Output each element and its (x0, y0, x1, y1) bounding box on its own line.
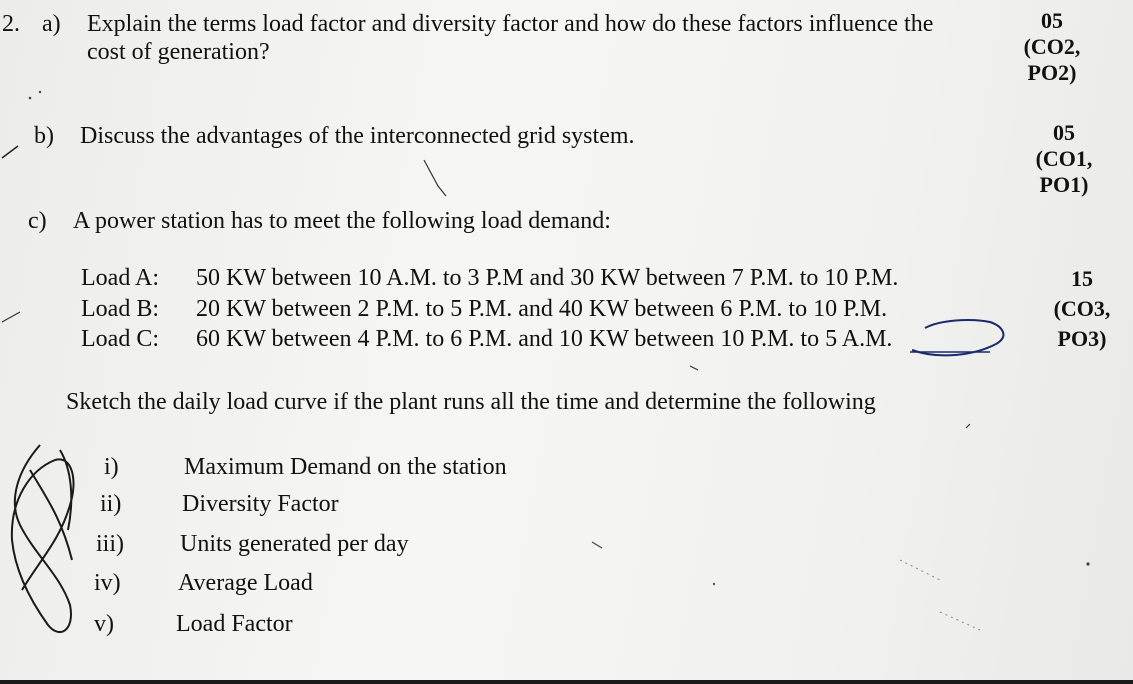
part-c-marks (1038, 264, 1126, 354)
part-c-marks-value: 15 (1071, 266, 1093, 291)
part-b-label: b) (34, 123, 54, 149)
item-3-number: iii) (96, 531, 124, 557)
load-b-desc: 20 KW between 2 P.M. to 5 P.M. and 40 KW between 6 P.M. to 10 P.M. (196, 296, 888, 322)
pen-stray-mark (690, 366, 698, 370)
part-c-intro: A power station has to meet the following load demand: (73, 208, 611, 234)
part-a-label: a) (42, 11, 61, 37)
load-b-name: Load B: (81, 296, 159, 322)
item-1-number: i) (104, 454, 119, 480)
pen-stray-mark (966, 424, 970, 428)
pen-stray-mark (592, 542, 602, 548)
item-2-number: ii) (100, 491, 122, 517)
item-4-text: Average Load (178, 570, 313, 596)
part-a-text-line2: cost of generation? (87, 39, 270, 65)
item-5-text: Load Factor (176, 611, 293, 637)
part-b-co: (CO1, (1035, 146, 1093, 171)
photo-bottom-edge (0, 680, 1133, 684)
part-b-marks-value: 05 (1053, 120, 1075, 145)
pen-dot-mark (39, 91, 41, 93)
item-4-number: iv) (94, 570, 121, 596)
item-3-text: Units generated per day (180, 531, 409, 557)
load-a-desc: 50 KW between 10 A.M. to 3 P.M and 30 KW between 7 P.M. to 10 P.M. (196, 265, 899, 291)
pen-stray-mark (940, 612, 980, 630)
pen-dot-mark (29, 97, 32, 100)
part-c-label: c) (28, 208, 47, 234)
pen-tick-mark-b (2, 146, 18, 158)
item-1-text: Maximum Demand on the station (184, 454, 507, 480)
pen-dot-mark (1086, 562, 1089, 565)
part-b-text: Discuss the advantages of the interconnected grid system. (80, 123, 635, 149)
part-a-marks (1008, 8, 1096, 86)
item-2-text: Diversity Factor (182, 491, 339, 517)
pen-tick-mark-loads (2, 312, 20, 322)
pen-dot-mark (713, 583, 715, 585)
part-c-co: (CO3, (1053, 296, 1111, 321)
pen-circle-mark (912, 320, 1003, 355)
part-c-sketch-instruction: Sketch the daily load curve if the plant runs all the time and determine the following (66, 389, 876, 415)
question-number: 2. (2, 11, 20, 37)
part-a-po: PO2) (1027, 60, 1077, 85)
pen-scribble-mark (12, 445, 74, 632)
part-a-text-line1: Explain the terms load factor and diversity factor and how do these factors influence the (87, 11, 934, 37)
load-c-name: Load C: (81, 326, 159, 352)
load-a-name: Load A: (81, 265, 159, 291)
part-a-co: (CO2, (1023, 34, 1081, 59)
pen-stray-mark (900, 560, 940, 580)
part-b-marks (1020, 120, 1108, 198)
part-a-marks-value: 05 (1041, 8, 1063, 33)
part-c-po: PO3) (1057, 326, 1107, 351)
item-5-number: v) (94, 611, 114, 637)
load-c-desc: 60 KW between 4 P.M. to 6 P.M. and 10 KW between 10 P.M. to 5 A.M. (196, 326, 893, 352)
part-b-po: PO1) (1039, 172, 1089, 197)
pen-diagonal-stroke (424, 160, 446, 196)
